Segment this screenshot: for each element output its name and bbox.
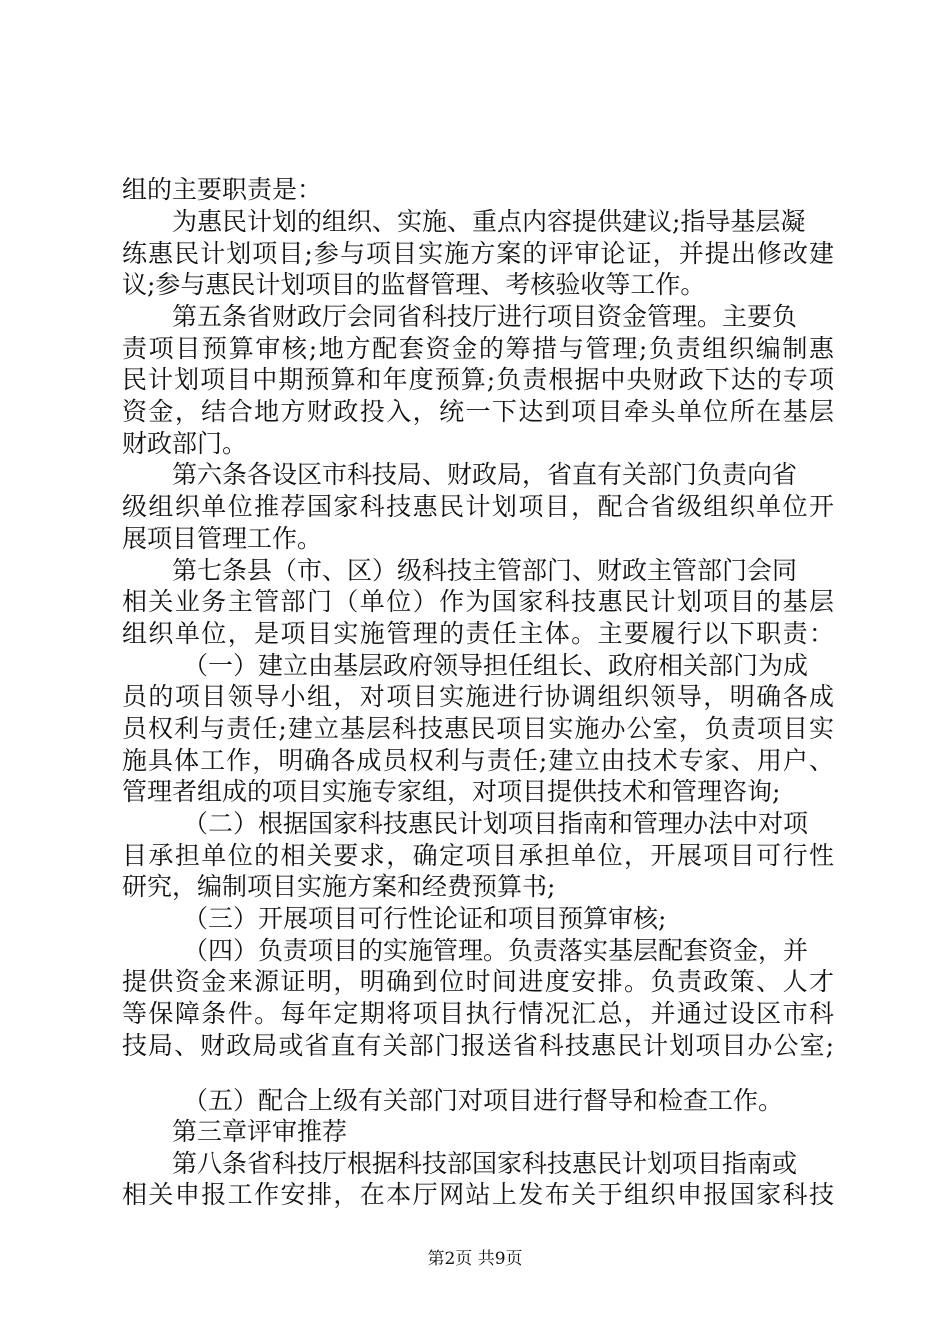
text-line: 级组织单位推荐国家科技惠民计划项目，配合省级组织单位开 <box>122 492 834 521</box>
text-line: 相关申报工作安排，在本厅网站上发布关于组织申报国家科技 <box>122 1180 834 1209</box>
text-line: 展项目管理工作。 <box>122 524 323 553</box>
chapter-heading: 第三章评审推荐 <box>172 1117 348 1146</box>
text-line: （二）根据国家科技惠民计划项目指南和管理办法中对项 <box>183 809 809 838</box>
text-line: 第五条省财政厅会同省科技厅进行项目资金管理。主要负 <box>172 302 798 331</box>
text-line: 目承担单位的相关要求，确定项目承担单位，开展项目可行性 <box>122 841 834 870</box>
text-line: 研究，编制项目实施方案和经费预算书; <box>122 872 556 901</box>
text-line: 资金，结合地方财政投入，统一下达到项目牵头单位所在基层 <box>122 397 834 426</box>
text-line: 财政部门。 <box>122 429 248 458</box>
text-line: 施具体工作，明确各成员权利与责任;建立由技术专家、用户、 <box>122 746 834 775</box>
text-line: 员权利与责任;建立基层科技惠民项目实施办公室，负责项目实 <box>122 714 834 743</box>
text-line: 第七条县（市、区）级科技主管部门、财政主管部门会同 <box>172 556 798 585</box>
text-line: 民计划项目中期预算和年度预算;负责根据中央财政下达的专项 <box>122 365 834 394</box>
text-line: 相关业务主管部门（单位）作为国家科技惠民计划项目的基层 <box>122 587 834 616</box>
text-line: （一）建立由基层政府领导担任组长、政府相关部门为成 <box>183 651 809 680</box>
text-line: （三）开展项目可行性论证和项目预算审核; <box>183 904 667 933</box>
text-line: 等保障条件。每年定期将项目执行情况汇总，并通过设区市科 <box>122 999 834 1028</box>
text-line: 为惠民计划的组织、实施、重点内容提供建议;指导基层凝 <box>172 207 806 236</box>
text-line: 第八条省科技厅根据科技部国家科技惠民计划项目指南或 <box>172 1149 798 1178</box>
text-line: 员的项目领导小组，对项目实施进行协调组织领导，明确各成 <box>122 682 834 711</box>
text-line: 议;参与惠民计划项目的监督管理、考核验收等工作。 <box>122 270 706 299</box>
text-line: 责项目预算审核;地方配套资金的筹措与管理;负责组织编制惠 <box>122 334 834 363</box>
text-line: （五）配合上级有关部门对项目进行督导和检查工作。 <box>183 1086 784 1115</box>
text-line: 技局、财政局或省直有关部门报送省科技惠民计划项目办公室; <box>122 1031 834 1060</box>
text-line: 组的主要职责是： <box>122 175 323 204</box>
text-line: 管理者组成的项目实施专家组，对项目提供技术和管理咨询; <box>122 777 781 806</box>
text-line: 提供资金来源证明，明确到位时间进度安排。负责政策、人才 <box>122 967 834 996</box>
text-line: （四）负责项目的实施管理。负责落实基层配套资金，并 <box>183 936 809 965</box>
text-line: 组织单位，是项目实施管理的责任主体。主要履行以下职责： <box>122 619 834 648</box>
page-number-footer: 第2页 共9页 <box>427 1249 523 1269</box>
text-line: 第六条各设区市科技局、财政局，省直有关部门负责向省 <box>172 460 798 489</box>
text-line: 练惠民计划项目;参与项目实施方案的评审论证，并提出修改建 <box>122 239 834 268</box>
